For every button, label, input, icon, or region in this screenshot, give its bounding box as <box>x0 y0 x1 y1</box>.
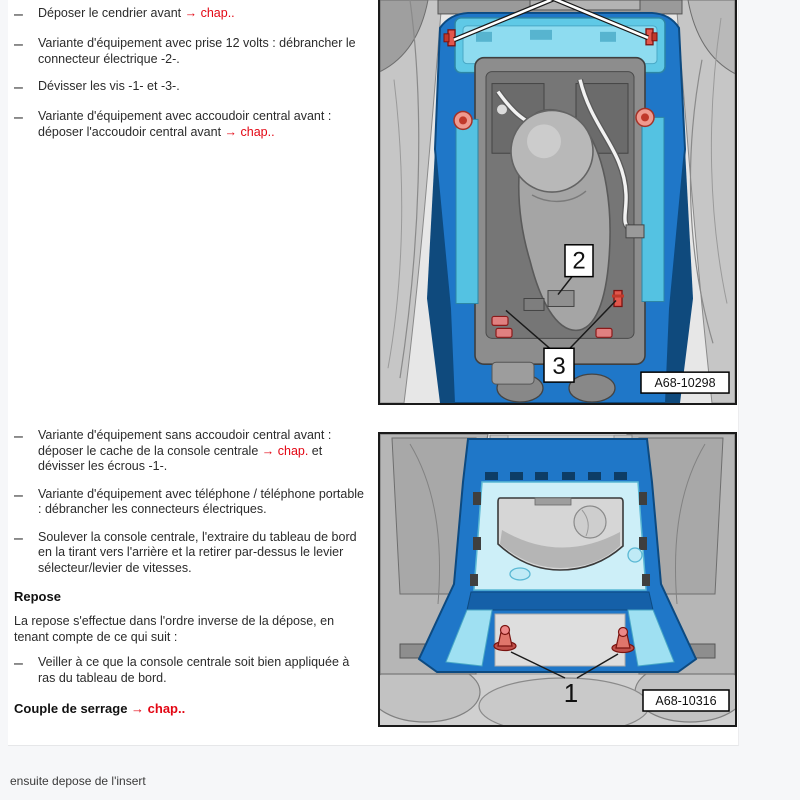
chapter-link[interactable]: → chap.. <box>224 124 275 139</box>
figure-id-label <box>641 372 729 393</box>
bullet-dash: – <box>14 109 23 126</box>
list-item <box>8 36 372 67</box>
bottom-note: ensuite depose de l'insert <box>10 774 146 788</box>
step-text: Soulever la console centrale, l'extraire du tableau de bord en la tirant vers l'arrière et la retirer par-dessus le levier sélecteur/levier de vitesses. <box>38 529 357 575</box>
bullet-dash: – <box>14 529 23 547</box>
step-text: et dévisser les écrous -1-. <box>38 443 323 473</box>
chapter-link[interactable]: → chap.. <box>131 701 186 716</box>
clip-red-band-right <box>596 328 612 337</box>
screw-3-right <box>612 291 624 307</box>
step-text: Variante d'équipement sans accoudoir central avant : déposer le cache de la console centrale <box>38 428 332 458</box>
bullet-dash: – <box>14 655 23 672</box>
torque-spec-line <box>8 701 372 716</box>
bullet-dash: – <box>14 428 23 445</box>
instruction-block-2 <box>8 428 372 716</box>
manual-page <box>8 0 739 746</box>
list-item <box>8 487 372 518</box>
list-item <box>8 6 372 24</box>
clip-red-left <box>492 316 508 325</box>
repose-intro-text: La repose s'effectue dans l'ordre inverse de la dépose, en tenant compte de ce qui suit : <box>14 614 335 644</box>
bolt-round-right <box>636 108 654 126</box>
figure-id-label <box>643 690 729 711</box>
step-text: Variante d'équipement avec téléphone / téléphone portable : débrancher les connecteurs électriques. <box>38 486 365 516</box>
figure-id-text: A68-10298 <box>654 376 716 391</box>
callout-3-text: 3 <box>552 353 566 381</box>
section-heading-repose: Repose <box>14 589 61 604</box>
bullet-dash: – <box>14 486 23 504</box>
bullet-dash: – <box>14 36 23 53</box>
list-item <box>8 109 372 140</box>
list-item <box>8 655 372 686</box>
figure-console-rear-view <box>378 432 737 727</box>
step-text: Veiller à ce que la console centrale soit bien appliquée à ras du tableau de bord. <box>38 655 350 685</box>
figure-id-text: A68-10316 <box>655 694 717 708</box>
chapter-link[interactable]: → chap. <box>261 443 309 458</box>
console-lower-section <box>446 592 674 666</box>
bolt-round-left <box>454 111 472 129</box>
step-text: Variante d'équipement avec prise 12 volts : débrancher le connecteur électrique -2-. <box>38 36 356 66</box>
callout-2-text: 2 <box>572 247 586 275</box>
list-item <box>8 79 372 97</box>
chapter-link[interactable]: → chap.. <box>184 6 235 20</box>
clip-red-band-left <box>496 328 512 337</box>
instruction-block-1 <box>8 6 372 152</box>
step-text: Dévisser les vis -1- et -3-. <box>38 79 180 93</box>
bullet-dash: – <box>14 6 23 23</box>
step-text: Déposer le cendrier avant <box>38 6 185 20</box>
figure-console-top-view <box>378 0 737 405</box>
list-item <box>8 530 372 577</box>
bullet-dash: – <box>14 79 23 96</box>
step-text: Variante d'équipement avec accoudoir central avant : déposer l'accoudoir central avant <box>38 109 332 139</box>
list-item <box>8 428 372 475</box>
torque-label: Couple de serrage <box>14 701 132 716</box>
callout-1-text: 1 <box>563 678 579 708</box>
